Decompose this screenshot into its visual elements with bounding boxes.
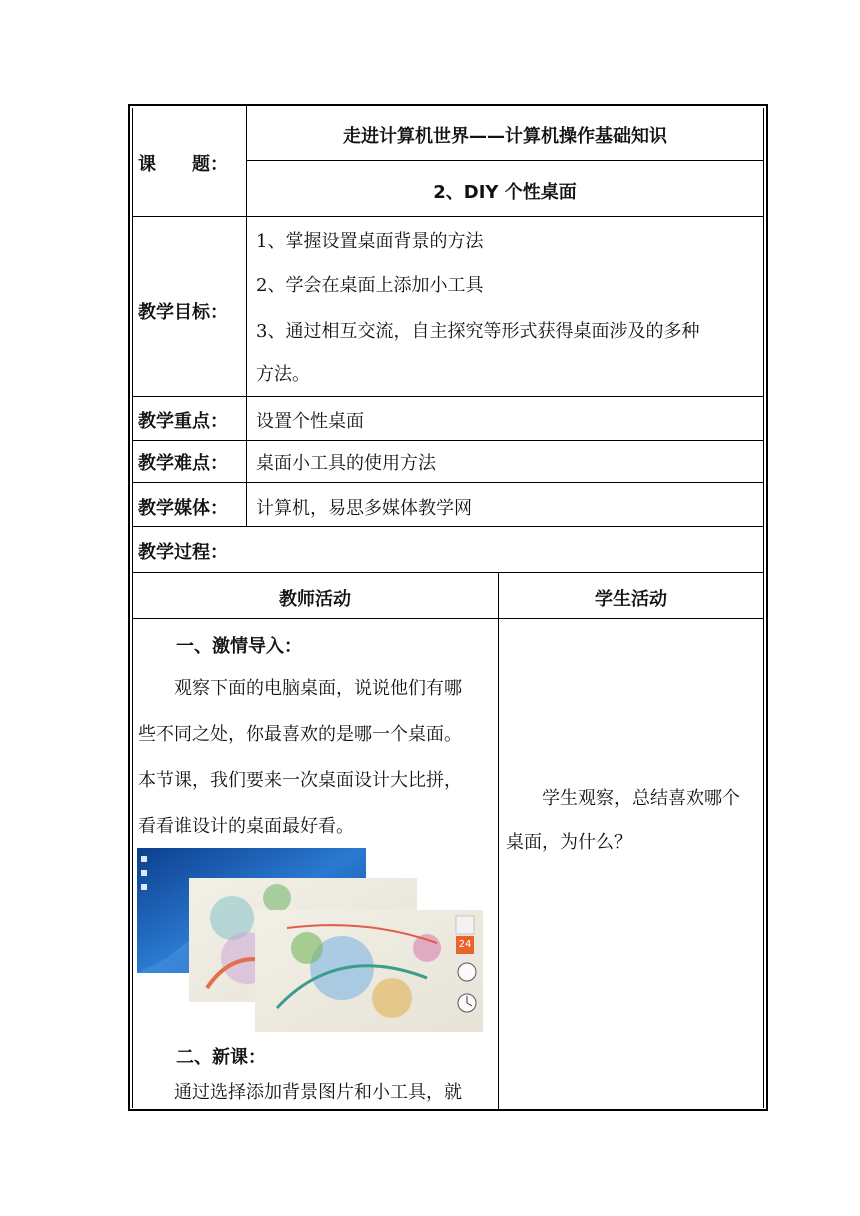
media-value: 计算机，易思多媒体教学网 <box>256 498 472 519</box>
difficulty-label: 教学难点： <box>138 453 228 474</box>
new-lesson-line-1: 通过选择添加背景图片和小工具，就 <box>138 1082 462 1103</box>
teacher-column-header: 教师活动 <box>279 589 351 610</box>
topic-title: 走进计算机世界——计算机操作基础知识 <box>343 126 667 147</box>
student-line-2: 桌面，为什么？ <box>506 832 632 853</box>
student-line-1: 学生观察，总结喜欢哪个 <box>506 788 740 809</box>
intro-line-4: 看看谁设计的桌面最好看。 <box>138 816 354 837</box>
objective-item-4: 方法。 <box>256 364 310 385</box>
intro-line-2: 些不同之处，你最喜欢的是哪一个桌面。 <box>138 724 462 745</box>
objectives-label: 教学目标： <box>138 302 228 323</box>
student-column-header: 学生活动 <box>595 589 667 610</box>
objective-item-3: 3、通过相互交流，自主探究等形式获得桌面涉及的多种 <box>256 321 700 342</box>
topic-label: 课 题： <box>138 154 228 175</box>
topic-subtitle: 2、DIY 个性桌面 <box>433 182 577 203</box>
desktop-screenshots-image <box>137 848 485 1034</box>
process-label: 教学过程： <box>138 542 228 563</box>
media-label: 教学媒体： <box>138 498 228 519</box>
intro-line-1: 观察下面的电脑桌面，说说他们有哪 <box>138 678 462 699</box>
key-point-value: 设置个性桌面 <box>256 411 364 432</box>
section-new-lesson-heading: 二、新课： <box>176 1047 266 1068</box>
difficulty-value: 桌面小工具的使用方法 <box>256 453 436 474</box>
objective-item-1: 1、掌握设置桌面背景的方法 <box>256 231 484 252</box>
gadget-calendar-date: 24 <box>458 939 472 950</box>
section-intro-heading: 一、激情导入： <box>176 636 302 657</box>
key-point-label: 教学重点： <box>138 411 228 432</box>
objective-item-2: 2、学会在桌面上添加小工具 <box>256 275 484 296</box>
intro-line-3: 本节课，我们要来一次桌面设计大比拼， <box>138 770 462 791</box>
